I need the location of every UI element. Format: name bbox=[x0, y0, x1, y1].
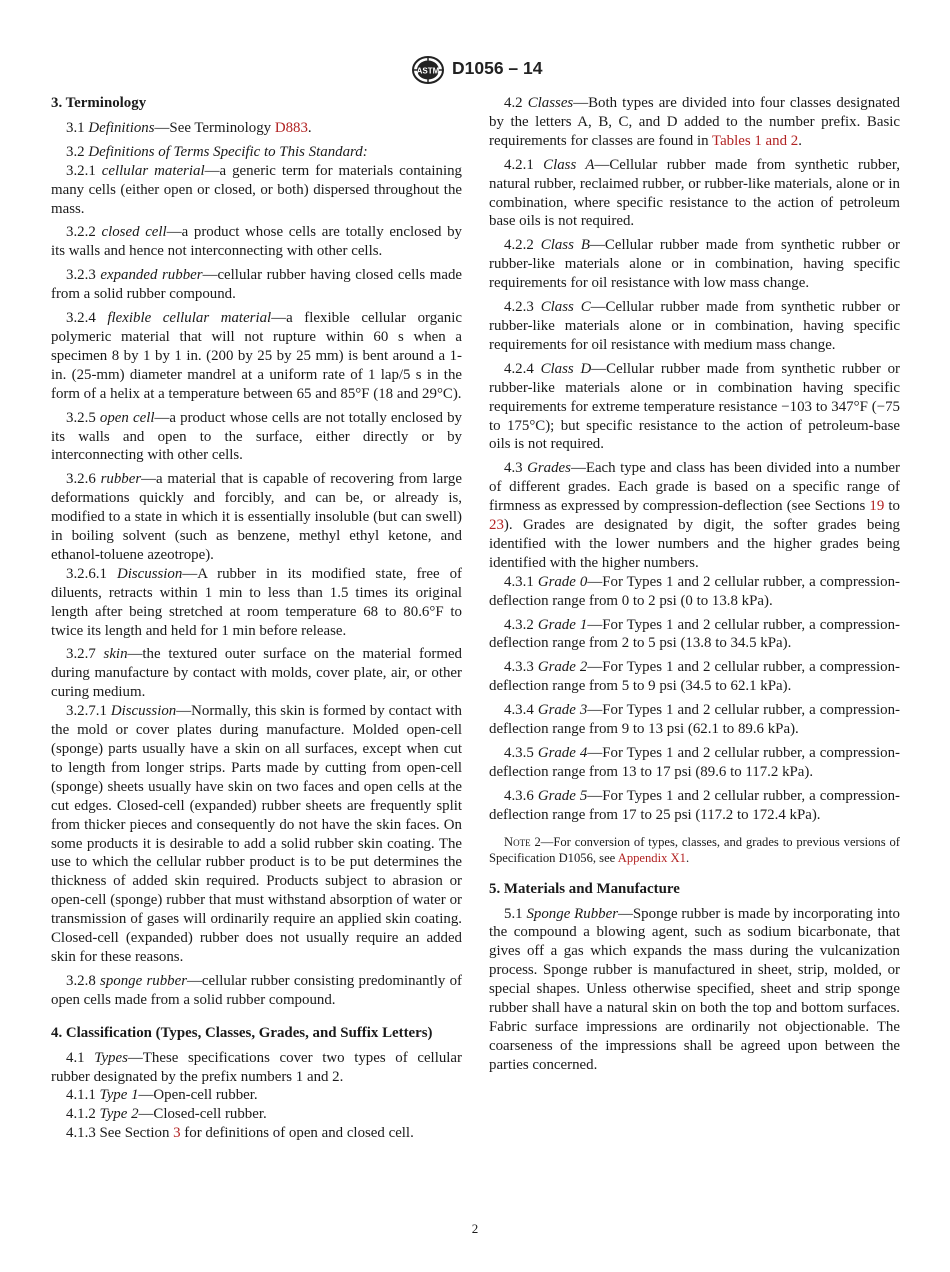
para-4-3-1: 4.3.1 Grade 0—For Types 1 and 2 cellular rubber, a compression-deflection range from 0 to 2 psi (0 to 13.8 kPa). bbox=[489, 573, 900, 609]
para-3-2-4: 3.2.4 flexible cellular material—a flexible cellular organic polymeric material that will not rupture within 60 s when a specimen 8 by 1 by 1 in. (200 by 25 by 25 mm) is bent around a 1-in. (25-mm) diameter mandrel at a uniform rate of 1 lap/5 s in the form of a helix at a temperature between 65 and 85°F (18 and 29°C). bbox=[51, 310, 462, 402]
para-4-3-4: 4.3.4 Grade 3—For Types 1 and 2 cellular rubber, a compression-deflection range from 9 to 13 psi (62.1 to 89.6 kPa). bbox=[489, 702, 900, 738]
link-tables-1-2[interactable]: Tables 1 and 2 bbox=[712, 132, 799, 149]
para-4-3-6: 4.3.6 Grade 5—For Types 1 and 2 cellular rubber, a compression-deflection range from 17 to 25 psi (117.2 to 172.4 kPa). bbox=[489, 787, 900, 823]
svg-text:ASTM: ASTM bbox=[416, 66, 440, 76]
para-4-1: 4.1 Types—These specifications cover two types of cellular rubber designated by the prefix numbers 1 and 2. bbox=[51, 1049, 462, 1085]
section-4-heading: 4. Classification (Types, Classes, Grades, and Suffix Letters) bbox=[51, 1024, 433, 1041]
para-3-1: 3.1 Definitions—See Terminology D883. bbox=[66, 119, 312, 136]
link-d883[interactable]: D883 bbox=[274, 119, 308, 136]
para-4-3: 4.3 Grades—Each type and class has been divided into a number of different grades. Each grade is based on a specific range of firmness as expressed by compression-deflection (see Sections 19 to 23). Grades are designated by digit, the softer grades being identified with the lower numbers and the higher grades being identified with the higher numbers. bbox=[489, 460, 900, 571]
right-column bbox=[489, 94, 900, 1080]
para-4-2-4: 4.2.4 Class D—Cellular rubber made from synthetic rubber or rubber-like materials alone or in combination having specific requirements for extreme temperature resistance −103 to 347°F (−75 to 175°C); but specific resistance to the action of petroleum-base oils is not required. bbox=[489, 360, 900, 453]
para-3-2-5: 3.2.5 open cell—a product whose cells are not totally enclosed by its walls and open to the surface, either directly or by interconnecting with other cells. bbox=[51, 409, 462, 464]
para-4-3-2: 4.3.2 Grade 1—For Types 1 and 2 cellular rubber, a compression-deflection range from 2 to 5 psi (13.8 to 34.5 kPa). bbox=[489, 616, 900, 652]
para-3-2-3: 3.2.3 expanded rubber—cellular rubber having closed cells made from a solid rubber compound. bbox=[51, 267, 462, 303]
link-appendix-x1[interactable]: Appendix X1 bbox=[617, 850, 686, 865]
para-4-2-1: 4.2.1 Class A—Cellular rubber made from synthetic rubber, natural rubber, reclaimed rubber, or rubber-like materials, alone or in combination, where specific resistance to the action of petroleum base oils is not required. bbox=[489, 156, 900, 230]
para-3-2-8: 3.2.8 sponge rubber—cellular rubber consisting predominantly of open cells made from a solid rubber compound. bbox=[51, 972, 462, 1008]
link-section-19[interactable]: 19 bbox=[869, 498, 885, 515]
astm-logo-icon bbox=[411, 56, 445, 84]
para-3-2-7-1: 3.2.7.1 Discussion—Normally, this skin is formed by contact with the mold or cover plates during manufacture. Molded open-cell (sponge) parts usually have a skin on all surfaces, except when cut to length from longer strips. Parts made by cutting from open-cell (sponge) sheets usually have skin on two faces and open cells at the cut edges. Closed-cell (expanded) rubber sheets are frequently split from thicker pieces and consequently do not have the skin faces. On some products it is desirable to add a solid rubber skin coating. The use to which the cellular rubber product is to be put determines the thickness of added skin required. Products subject to abrasion or open-cell (sponge) rubber that must withstand absorption of water or transmission of gases will ordinarily require an applied skin coating. Closed-cell (expanded) rubber does not usually require an added skin for these reasons. bbox=[51, 703, 462, 965]
link-section-3[interactable]: 3 bbox=[173, 1125, 181, 1142]
left-column bbox=[51, 94, 462, 1143]
para-3-2-1: 3.2.1 cellular material—a generic term for materials containing many cells (either open or closed, or both) dispersed throughout the mass. bbox=[51, 162, 462, 217]
para-5-1: 5.1 Sponge Rubber—Sponge rubber is made by incorporating into the compound a blowing agent, such as sodium bicarbonate, that gives off a gas which expands the mass during the vulcanization process. Sponge rubber is manufactured in sheet, strip, molded, or special shapes. Unless otherwise specified, sheet and strip sponge rubber shall have a natural skin on both the top and bottom surfaces. Fabric surface impressions are ordinarily not objectionable. The coarseness of the impressions shall be agreed upon between the parties concerned. bbox=[489, 905, 900, 1073]
page-header bbox=[0, 56, 950, 84]
standard-designation: D1056 – 14 bbox=[452, 58, 543, 78]
link-section-23[interactable]: 23 bbox=[489, 517, 504, 534]
note-2: Note 2—For conversion of types, classes, and grades to previous versions of Specification D1056, see Appendix X1. bbox=[489, 834, 900, 865]
para-4-2-3: 4.2.3 Class C—Cellular rubber made from synthetic rubber or rubber-like materials alone or in combination, having specific requirements for oil resistance with medium mass change. bbox=[489, 299, 900, 353]
para-3-2-2: 3.2.2 closed cell—a product whose cells are totally enclosed by its walls and hence not interconnecting with other cells. bbox=[51, 224, 462, 260]
section-5-heading: 5. Materials and Manufacture bbox=[489, 880, 680, 897]
para-4-1-2: 4.1.2 Type 2—Closed-cell rubber. bbox=[66, 1106, 267, 1123]
para-4-3-5: 4.3.5 Grade 4—For Types 1 and 2 cellular rubber, a compression-deflection range from 13 to 17 psi (89.6 to 117.2 kPa). bbox=[489, 745, 900, 780]
para-4-3-3: 4.3.3 Grade 2—For Types 1 and 2 cellular rubber, a compression-deflection range from 5 to 9 psi (34.5 to 62.1 kPa). bbox=[489, 659, 900, 695]
para-4-2: 4.2 Classes—Both types are divided into four classes designated by the letters A, B, C, and D added to the number prefix. Basic requirements for classes are found in Tables 1 and 2. bbox=[489, 95, 901, 149]
para-3-2-6: 3.2.6 rubber—a material that is capable of recovering from large deformations quickly and forcibly, and can be, or already is, modified to a state in which it is essentially insoluble (but can swell) in boiling solvent (such as benzene, methyl ethyl ketone, and ethanol-toluene azeotrope). bbox=[51, 471, 462, 563]
para-4-1-1: 4.1.1 Type 1—Open-cell rubber. bbox=[66, 1087, 258, 1104]
para-4-1-3: 4.1.3 See Section 3 for definitions of open and closed cell. bbox=[66, 1125, 414, 1142]
para-3-2-7: 3.2.7 skin—the textured outer surface on the material formed during manufacture by contact with molds, cover plate, air, or other curing medium. bbox=[51, 646, 462, 701]
section-3-heading: 3. Terminology bbox=[51, 95, 147, 111]
para-3-2-6-1: 3.2.6.1 Discussion—A rubber in its modified state, free of diluents, retracts within 1 min to less than 1.5 times its original length after being stretched at room temperature 68 to 80.6°F to twice its length and held for 1 min before release. bbox=[51, 565, 462, 639]
para-4-2-2: 4.2.2 Class B—Cellular rubber made from synthetic rubber or rubber-like materials alone or in combination, having specific requirements for oil resistance with low mass change. bbox=[489, 237, 900, 292]
page-number: 2 bbox=[471, 1221, 479, 1236]
para-3-2: 3.2 Definitions of Terms Specific to This Standard: bbox=[66, 143, 368, 160]
